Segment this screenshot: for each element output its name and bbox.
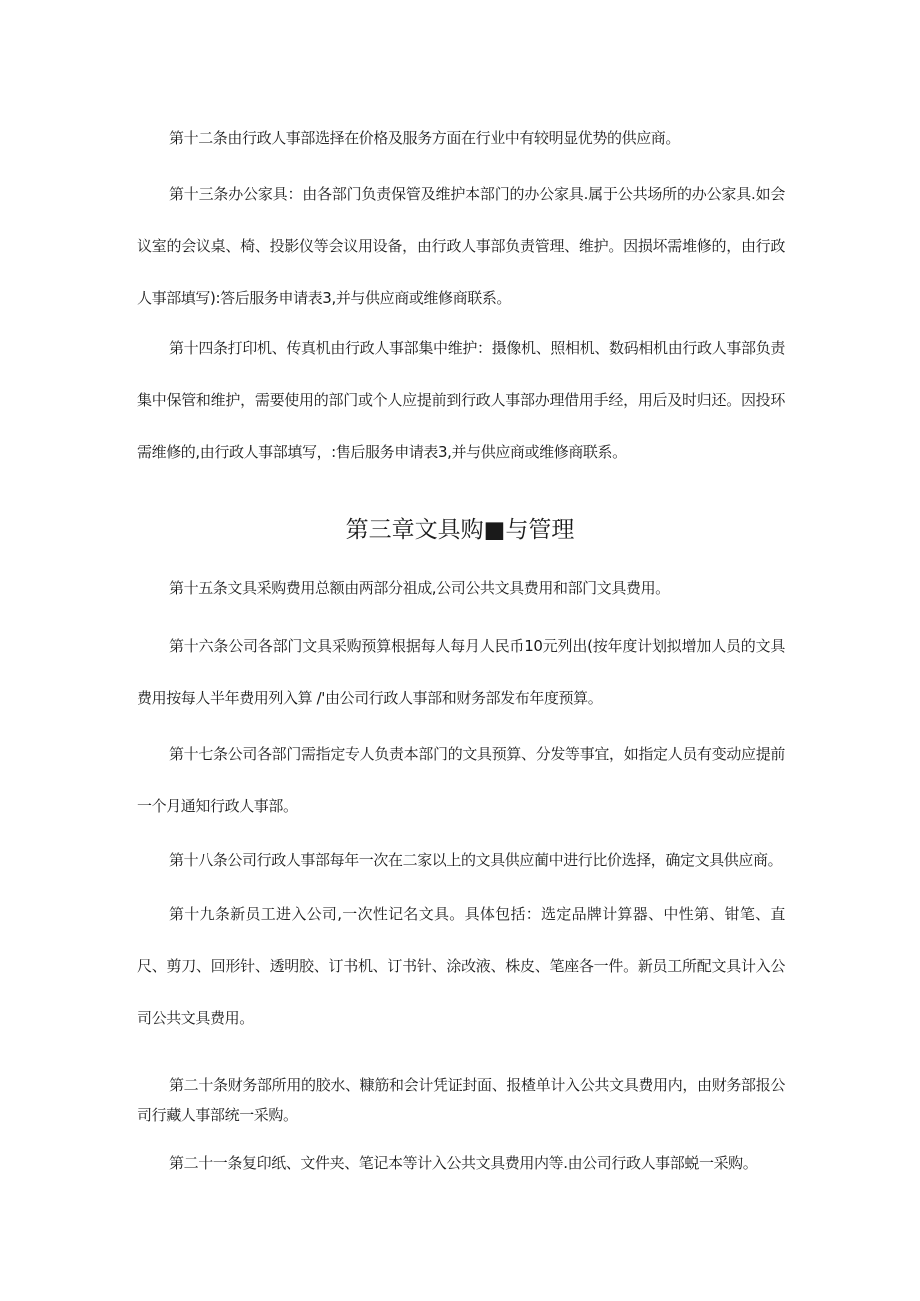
article-20: 第二十条财务部所用的胶水、糠筋和会计凭证封面、报楂单计入公共文具费用内，由财务部报公司行藏人事部统一采购。 [137,1076,785,1124]
article-18: 第十八条公司行政人事部每年一次在二家以上的文具供应蔺中进行比价选择，确定文具供应商。 [169,851,783,869]
article-13: 第十三条办公家具：由各部门负责保管及维护本部门的办公家具.属于公共场所的办公家具.如会议室的会议桌、椅、投影仪等会议用设备，由行政人事部负责管理、维护。因损坏需堆修的，由行政人事部填写):答后服务申请表3,并与供应商或维修商联系。 [137,185,785,307]
chapter-heading: 第三章文具购■与管理 [345,517,575,543]
article-19: 第十九条新员工进入公司,一次性记名文具。具体包括：选定品牌计算器、中性第、钳笔、直尺、剪刀、回形针、透明胶、订书机、订书针、涂改液、株皮、笔座各一件。新员工所配文具计入公司公共文具费用。 [137,905,785,1027]
article-12: 第十二条由行政人事部选择在价格及服务方面在行业中有较明显优势的供应商。 [169,129,681,147]
article-15: 第十五条文具采购费用总额由两部分祖成,公司公共文具费用和部门文具费用。 [169,579,670,597]
article-16: 第十六条公司各部门文具采购预算根据每人每月人民币10元列出(按年度计划拟增加人员的文具费用按每人半年费用列入算 /'由公司行政人事部和财务部发布年度预算。 [137,637,785,707]
article-14: 第十四条打印机、传真机由行政人事部集中维护：摄像机、照相机、数码相机由行政人事部负责集中保管和维护，需要使用的部门或个人应提前到行政人事部办理借用手经，用后及时归还。因投环需维修的,由行政人事部填写，:售后服务申请表3,并与供应商或维修商联系。 [137,339,785,461]
article-21: 第二十一条复印纸、文件夹、笔记本等计入公共文具费用内等.由公司行政人事部蜕一采购。 [169,1154,758,1172]
article-17: 第十七条公司各部门需指定专人负责本部门的文具预算、分发等事宜，如指定人员有变动应提前一个月通知行政人事部。 [137,745,785,815]
